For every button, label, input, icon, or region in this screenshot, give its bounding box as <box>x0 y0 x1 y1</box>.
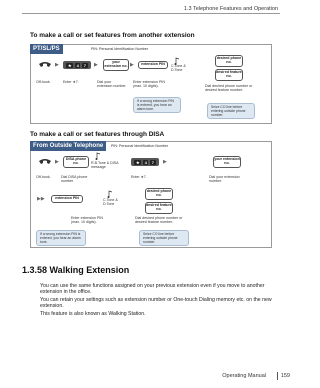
off-hook-label: Off-hook. <box>36 80 51 84</box>
desired-phone-pill: desired phone no. <box>215 55 243 67</box>
key-4: 4 <box>76 62 79 68</box>
header-rule <box>22 13 280 14</box>
block1-tag: PT/SL/PS <box>30 44 63 54</box>
page-number: 159 <box>280 373 290 379</box>
dial-desired-label: Dial desired phone number or desired feature number. <box>205 84 253 93</box>
block2-diagram <box>30 141 272 248</box>
dial-your-extension-label: Dial your extension number. <box>209 175 240 184</box>
seize-co-note: Seize CO line before entering outside phone number. <box>207 103 255 119</box>
key-star: ★ <box>135 159 140 165</box>
running-header: 1.3 Telephone Features and Operation <box>183 6 278 12</box>
off-hook-label: Off-hook. <box>36 175 51 179</box>
extension-pin-pill: extension PIN <box>51 195 83 203</box>
disa-pill: DISA phone no. <box>63 156 89 168</box>
wrong-pin-note: If a wrong extension PIN is entered, you hear an alarm tone. <box>133 97 181 113</box>
your-extension-pill: your extension no. <box>103 59 129 71</box>
block1-diagram <box>30 44 272 124</box>
key-7: 7 <box>151 159 155 165</box>
arrow-icon: ▶ <box>55 159 59 165</box>
arrow-icon: ▶ <box>55 62 59 68</box>
footer-divider <box>277 372 278 380</box>
enter-47-label: Enter ★7. <box>131 175 147 179</box>
desired-feature-pill: desired feature no. <box>215 69 243 81</box>
block2-pin-note: PIN: Personal Identification Number <box>111 144 169 148</box>
block2-title: To make a call or set features through DISA <box>30 131 165 138</box>
paragraph-2: You can retain your settings such as extension number or One-touch Dialing memory etc. on the new extension. <box>40 297 272 310</box>
dial-desired-label: Dial desired phone number or desired feature number. <box>135 216 183 225</box>
dial-your-extension-label: Dial your extension number. <box>97 80 127 89</box>
extension-pin-pill: extension PIN <box>138 61 168 69</box>
your-extension-pill: your extension no. <box>213 156 241 168</box>
arrow-icon: ▶▶ <box>37 196 45 202</box>
ctone-label: C.Tone & D.Tone <box>171 64 186 73</box>
enter-extension-pin-label: Enter extension PIN (max. 10 digits). <box>133 80 165 89</box>
arrow-icon: ▶ <box>163 159 167 165</box>
seize-co-note: Seize CO line before entering outside phone number. <box>139 230 189 246</box>
key-4: 4 <box>144 159 147 165</box>
block1-title: To make a call or set features from another extension <box>30 32 195 39</box>
enter-47-label: Enter ★7. <box>63 80 79 84</box>
arrow-icon: ▶ <box>130 62 134 68</box>
ctone-label: C.Tone & D.Tone <box>103 198 118 207</box>
paragraph-3: This feature is also known as Walking Station. <box>40 311 146 317</box>
block1-pin-note: PIN: Personal Identification Number <box>91 47 149 51</box>
wrong-pin-note: If a wrong extension PIN is entered, you hear an alarm tone. <box>36 230 86 246</box>
feature-keys <box>131 158 159 166</box>
key-star: ★ <box>67 62 72 68</box>
arrow-icon: ▶ <box>94 62 98 68</box>
footer-manual-name: Operating Manual <box>222 373 266 379</box>
dial-disa-label: Dial DISA phone number <box>61 175 88 184</box>
handset-icon <box>38 61 52 71</box>
feature-keys <box>63 61 91 69</box>
tone-icon <box>95 152 101 160</box>
desired-feature-pill: desired feature no. <box>145 202 173 214</box>
key-7: 7 <box>83 62 87 68</box>
desired-phone-pill: desired phone no. <box>145 188 173 200</box>
handset-icon <box>38 158 52 168</box>
paragraph-1: You can use the same functions assigned on your previous extension even if you move to another extension in the office. <box>40 283 265 296</box>
enter-extension-pin-label: Enter extension PIN (max. 10 digits). <box>71 216 103 225</box>
tone-icon <box>107 190 113 198</box>
rbtone-label: R.B.Tone & DISA message <box>91 161 119 170</box>
block2-tag: From Outside Telephone <box>30 141 106 151</box>
section-title: 1.3.58 Walking Extension <box>22 265 130 275</box>
